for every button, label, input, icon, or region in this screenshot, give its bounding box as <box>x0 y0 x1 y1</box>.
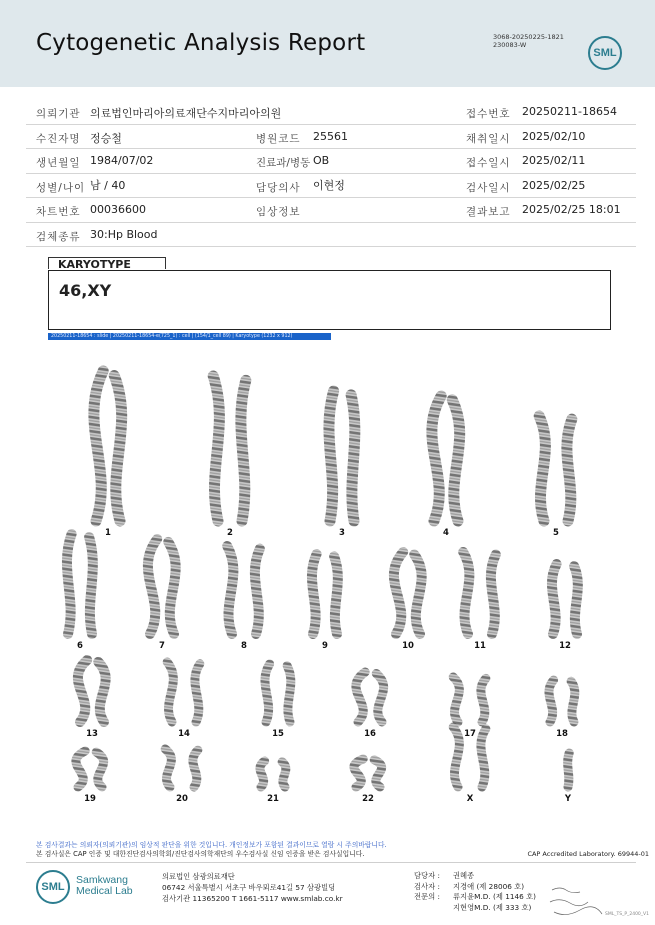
staff-name: 류지윤M.D. (제 1146 호) <box>453 892 537 901</box>
staff-name: 지현영M.D. (제 333 호) <box>453 902 532 912</box>
chromosome-7-b <box>168 542 175 634</box>
disclaimer-line-2: 본 검사실은 CAP 인증 및 대한진단검사의학회/진단검사의학재단의 우수검사실 신임 인증을 받은 검사실입니다. <box>36 850 365 858</box>
reference-line-1: 3068-20250225-1821 <box>493 33 564 41</box>
chromosome-13-b <box>98 662 105 722</box>
staff-name: 지경애 (제 28006 호) <box>453 881 525 891</box>
sml-logo-footer: SML <box>36 870 70 904</box>
chromosome-4-b <box>452 400 459 521</box>
chromosome-label: 11 <box>474 641 486 651</box>
institution-label: 의뢰기관 <box>36 108 81 120</box>
report-reference <box>493 33 564 49</box>
result-date-value: 2025/02/25 18:01 <box>522 203 621 216</box>
chromosome-11-b <box>491 554 496 634</box>
test-date-value: 2025/02/25 <box>522 178 586 192</box>
info-row <box>26 174 636 199</box>
staff-row <box>414 903 536 914</box>
info-row <box>26 149 636 174</box>
karyogram-caption-strip: 20250211-18654 : slide | 20250211-18654-e(725_1) : cell | (154/1_cell 89) | Karyotype (1232 x 912) <box>48 333 331 340</box>
chromosome-label: X <box>466 794 474 804</box>
staff-role: 검사자 : <box>414 881 440 891</box>
chromosome-label: 5 <box>553 528 559 538</box>
info-row <box>26 198 636 223</box>
chromosome-15-a <box>265 664 270 722</box>
specimen-value: 30:Hp Blood <box>90 227 158 241</box>
result-date-label: 결과보고 <box>466 206 511 218</box>
doctor-label: 담당의사 <box>256 181 301 194</box>
info-row <box>26 100 636 125</box>
clinical-info-label: 임상정보 <box>256 206 301 218</box>
cap-accreditation: CAP Accredited Laboratory. 69944-01 <box>527 850 649 858</box>
chromosome-14-b <box>195 664 200 722</box>
chromosome-10-b <box>414 554 421 634</box>
chromosome-label: 3 <box>339 528 345 538</box>
department-value: OB <box>313 154 330 167</box>
chromosome-19-b <box>96 752 103 787</box>
staff-role: 담당자 : <box>414 871 440 880</box>
chromosome-22-a <box>354 759 363 787</box>
chromosome-X-a <box>453 727 459 787</box>
chromosome-11-a <box>463 552 469 634</box>
department-label: 진료과/병동 <box>256 157 311 169</box>
report-header <box>0 0 655 87</box>
birth-label: 생년월일 <box>36 157 81 169</box>
info-row <box>26 223 636 248</box>
chromosome-6-b <box>89 537 93 634</box>
chromosome-16-a <box>356 672 365 722</box>
chromosome-label: 16 <box>364 729 376 739</box>
info-row <box>26 125 636 150</box>
chromosome-X-b <box>481 729 486 787</box>
staff-list <box>414 871 536 913</box>
chromosome-label: 12 <box>559 641 571 651</box>
chromosome-7-a <box>148 539 157 634</box>
chromosome-label: 22 <box>362 794 374 804</box>
staff-role: 전문의 : <box>414 892 440 901</box>
sex-age-value: 남 / 40 <box>90 178 126 192</box>
name-label: 수진자명 <box>36 132 81 145</box>
staff-row <box>414 882 536 893</box>
chromosome-18-b <box>571 681 575 722</box>
name-value: 정승철 <box>90 131 122 145</box>
chromosome-9-a <box>312 554 317 634</box>
staff-role <box>414 903 448 914</box>
patient-info-table <box>26 100 636 247</box>
staff-row <box>414 892 536 903</box>
hospital-code-value: 25561 <box>313 129 348 143</box>
chromosome-label: 19 <box>84 794 96 804</box>
collection-date-label: 채취일시 <box>466 132 511 145</box>
chromosome-label: 4 <box>443 528 449 538</box>
form-code: SML_TS_P_2400_V1 <box>605 912 649 917</box>
chromosome-13-a <box>78 660 87 722</box>
lab-address <box>162 871 343 904</box>
chromosome-19-a <box>76 751 85 787</box>
test-date-label: 검사일시 <box>466 181 511 194</box>
staff-row <box>414 871 536 882</box>
chromosome-15-b <box>287 666 291 722</box>
chromosome-1-a <box>94 371 103 521</box>
chromosome-3-a <box>329 391 334 521</box>
chromosome-label: 13 <box>86 729 98 739</box>
chromosome-Y-a <box>568 753 570 787</box>
chromosome-20-b <box>193 750 198 787</box>
chromosome-3-b <box>351 395 355 521</box>
karyotype-tab: KARYOTYPE <box>48 257 166 269</box>
karyogram-image <box>40 345 615 815</box>
chromosome-label: 15 <box>272 729 284 739</box>
chromosome-label: 18 <box>556 729 568 739</box>
reception-no-value: 20250211-18654 <box>522 105 617 118</box>
chromosome-2-a <box>213 376 219 521</box>
footer-divider <box>26 862 636 863</box>
chromosome-20-a <box>165 749 171 787</box>
chromosome-21-a <box>260 761 265 787</box>
chromosome-label: 6 <box>77 641 83 651</box>
chromosome-8-b <box>255 549 260 634</box>
chromosome-6-a <box>67 534 72 634</box>
chromosome-17-b <box>481 678 486 722</box>
chromosome-label: Y <box>564 794 572 804</box>
reception-date-label: 접수일시 <box>466 157 511 169</box>
chart-no-label: 차트번호 <box>36 206 81 218</box>
chromosome-22-b <box>374 760 381 787</box>
chromosome-label: 2 <box>227 528 233 538</box>
chromosome-18-a <box>549 680 554 722</box>
chromosome-2-b <box>241 380 246 521</box>
doctor-value: 이현정 <box>313 178 345 192</box>
chromosome-label: 21 <box>267 794 279 804</box>
disclaimer <box>36 841 387 859</box>
staff-name: 권혜종 <box>453 871 475 880</box>
chromosome-label: 7 <box>159 641 165 651</box>
collection-date-value: 2025/02/10 <box>522 129 586 143</box>
signature-image <box>548 882 608 922</box>
chromosome-12-a <box>552 564 557 634</box>
address-line-3: 검사기관 11365200 T 1661-5117 www.smlab.co.kr <box>162 894 343 903</box>
chromosome-label: 14 <box>178 729 190 739</box>
specimen-label: 검체종류 <box>36 230 81 243</box>
reception-date-value: 2025/02/11 <box>522 154 586 167</box>
chromosome-14-a <box>167 662 173 722</box>
chromosome-21-b <box>282 762 286 787</box>
chromosome-label: 17 <box>464 729 476 739</box>
chromosome-9-b <box>334 556 338 634</box>
report-title: Cytogenetic Analysis Report <box>36 30 366 56</box>
institution-value: 의료법인마리아의료재단수지마리아의원 <box>90 107 282 120</box>
reference-line-2: 230083-W <box>493 41 527 49</box>
chromosome-10-a <box>394 552 403 634</box>
address-line-1: 의료법인 삼광의료재단 <box>162 872 235 881</box>
hospital-code-label: 병원코드 <box>256 132 301 145</box>
sex-age-label: 성별/나이 <box>36 181 86 194</box>
lab-name-line-1: Samkwang <box>76 874 128 886</box>
reception-no-label: 접수번호 <box>466 108 511 120</box>
disclaimer-line-1: 본 검사결과는 의뢰자(의뢰기관)의 임상적 판단을 위한 것입니다. 개인정보가 포함된 결과이므로 열람 시 주의바랍니다. <box>36 841 387 849</box>
chromosome-label: 9 <box>322 641 328 651</box>
chromosome-5-b <box>567 419 572 521</box>
karyotype-value: 46,XY <box>59 281 112 300</box>
lab-name-line-2: Medical Lab <box>76 885 133 897</box>
chromosome-label: 20 <box>176 794 188 804</box>
chromosome-5-a <box>539 416 545 521</box>
chromosome-label: 1 <box>105 528 111 538</box>
chromosome-1-b <box>114 376 121 522</box>
chromosome-label: 10 <box>402 641 414 651</box>
chromosome-12-b <box>574 566 578 634</box>
birth-value: 1984/07/02 <box>90 154 154 167</box>
chromosome-4-a <box>432 396 441 521</box>
chromosome-16-b <box>376 674 383 723</box>
chart-no-value: 00036600 <box>90 203 146 216</box>
chromosome-8-a <box>227 546 233 634</box>
karyotype-box <box>48 270 611 330</box>
chromosome-17-a <box>453 677 459 722</box>
lab-name <box>76 875 133 897</box>
sml-logo-header: SML <box>588 36 622 70</box>
address-line-2: 06742 서울특별시 서초구 바우뫼로41길 57 삼광빌딩 <box>162 883 336 892</box>
chromosome-label: 8 <box>241 641 247 651</box>
